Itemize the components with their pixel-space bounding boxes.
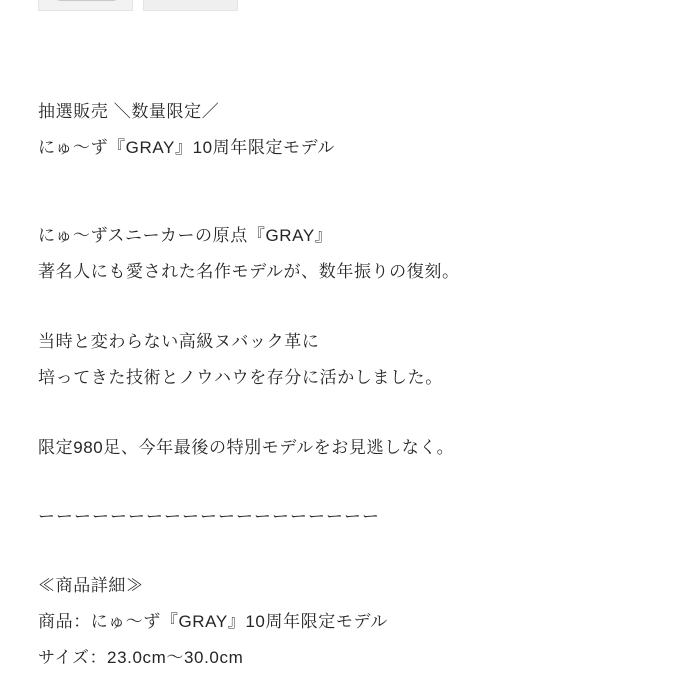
section-divider: ーーーーーーーーーーーーーーーーーーー bbox=[38, 507, 380, 526]
paragraph-line-3: 限定980足、今年最後の特別モデルをお見逃しなく。 bbox=[38, 438, 455, 457]
paragraph-line-2: 培ってきた技術とノウハウを存分に活かしました。 bbox=[38, 368, 443, 387]
product-thumbnail-strip bbox=[38, 0, 238, 11]
spacer bbox=[38, 466, 644, 500]
spacer bbox=[38, 290, 644, 324]
intro-line-2: 著名人にも愛された名作モデルが、数年振りの復刻。 bbox=[38, 262, 460, 281]
headline-line-2: にゅ〜ず『GRAY』10周年限定モデル bbox=[38, 138, 336, 157]
spacer bbox=[38, 534, 644, 568]
paragraph-line-1: 当時と変わらない高級ヌバック革に bbox=[38, 332, 320, 351]
spacer bbox=[38, 166, 644, 218]
spacer bbox=[38, 396, 644, 430]
product-thumbnail-2[interactable] bbox=[143, 0, 238, 11]
intro-line-1: にゅ〜ずスニーカーの原点『GRAY』 bbox=[38, 226, 333, 245]
product-description bbox=[38, 94, 644, 667]
headline-line-1: 抽選販売 ＼数量限定／ bbox=[38, 102, 220, 121]
details-item-2: サイズ：23.0cm〜30.0cm bbox=[38, 648, 244, 667]
details-item-1: 商品：にゅ〜ず『GRAY』10周年限定モデル bbox=[38, 612, 388, 631]
product-thumbnail-1[interactable] bbox=[38, 0, 133, 11]
details-heading: ≪商品詳細≫ bbox=[38, 576, 144, 595]
